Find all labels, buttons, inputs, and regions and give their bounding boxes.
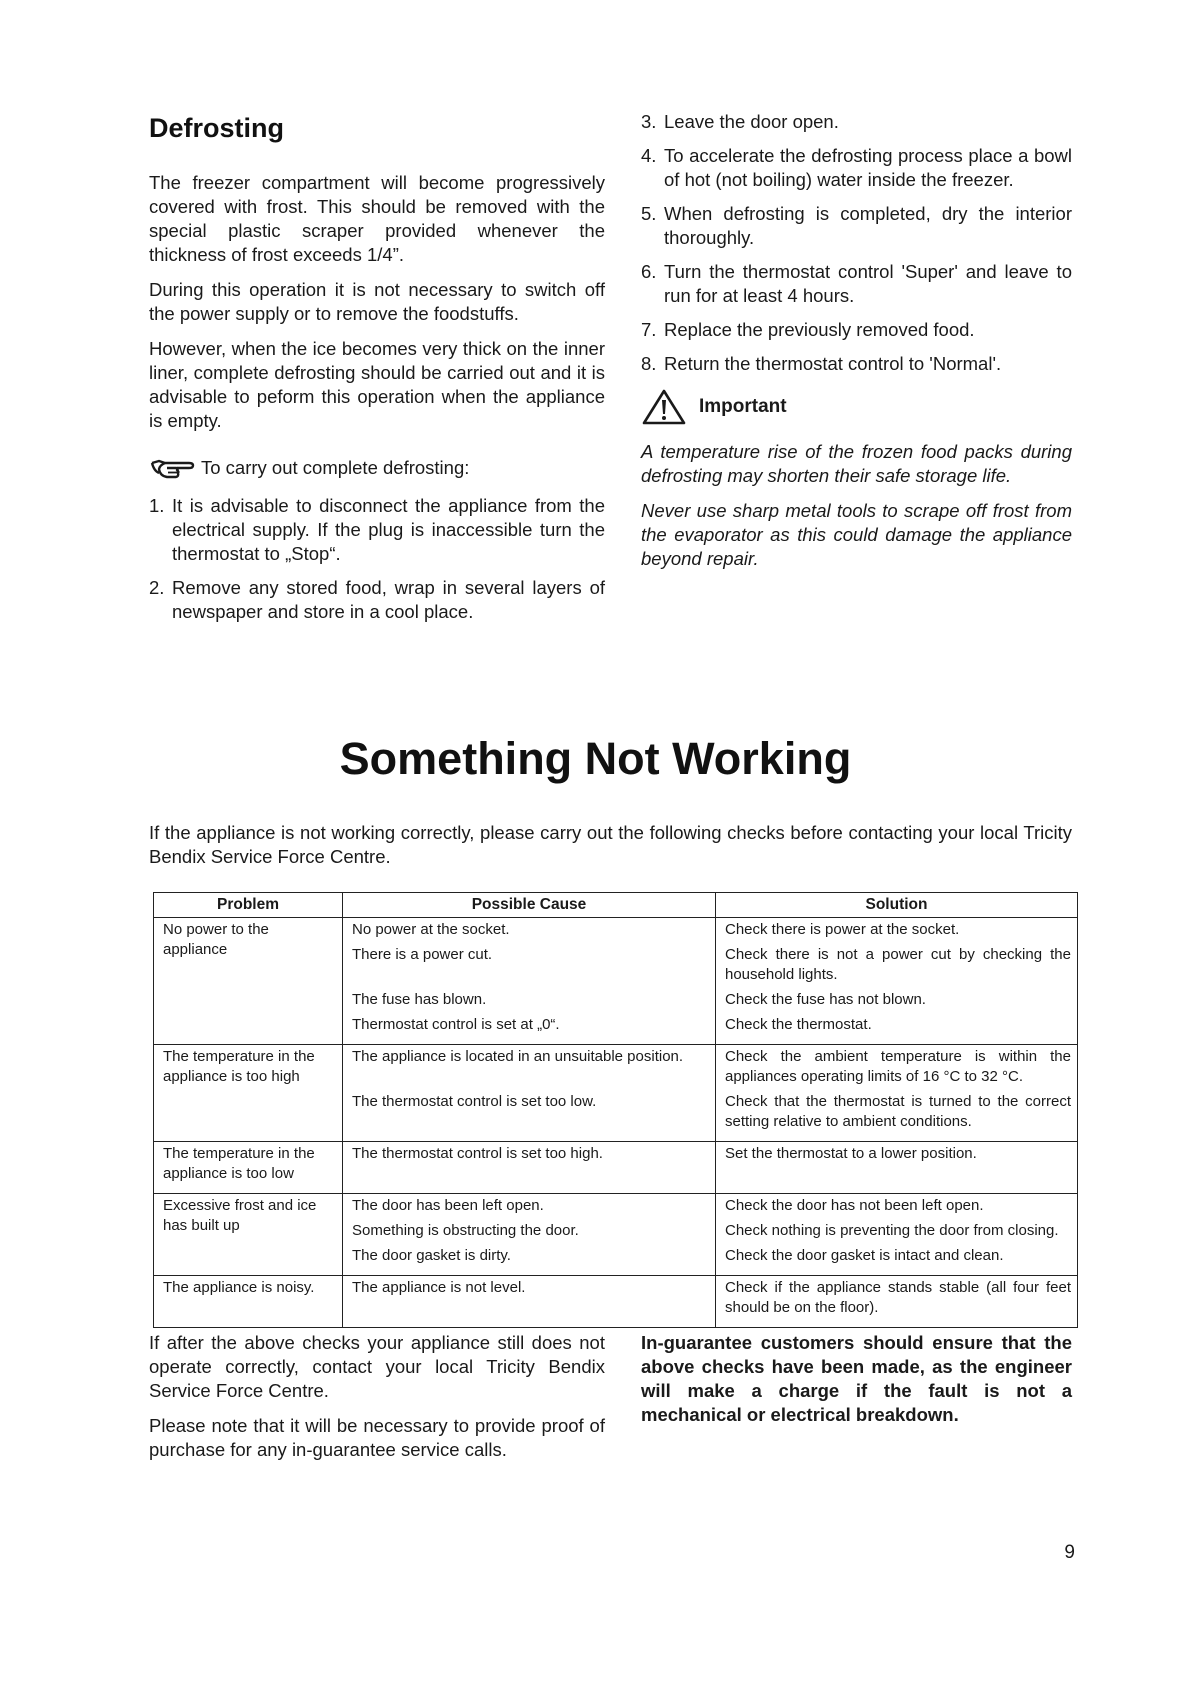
defrost-paragraph-frost: The freezer compartment will become progressively covered with frost. This should be removed with the special plastic scraper provided whenever the thickness of frost exceeds 1/4”. [149, 172, 605, 265]
after-checks-left [149, 1331, 605, 1473]
after-checks-right [641, 1331, 1072, 1427]
solution-item: Check the door gasket is intact and clean. [725, 1247, 1004, 1264]
step-number: 7. [641, 319, 657, 340]
defrost-steps-left [149, 494, 605, 624]
step-text: When defrosting is completed, dry the interior thoroughly. [664, 203, 1072, 248]
step-number: 4. [641, 145, 657, 166]
problem-cell: No power to the appliance [154, 918, 343, 1045]
solution-item: Check the ambient temperature is within the appliances operating limits of 16 °C to 32 °C. [725, 1048, 1071, 1085]
page-number: 9 [1064, 1542, 1075, 1563]
defrost-paragraph-ice: However, when the ice becomes very thick on the inner liner, complete defrosting should be carried out and it is advisable to peform this operation when the appliance is empty. [149, 338, 605, 431]
solution-cell [716, 918, 1078, 1045]
solution-cell [716, 1194, 1078, 1276]
warning-temperature-rise: A temperature rise of the frozen food packs during defrosting may shorten their safe storage life. [641, 441, 1072, 486]
defrost-note-text: To carry out complete defrosting: [201, 457, 470, 478]
solution-cell [716, 1045, 1078, 1142]
step-text: Return the thermostat control to 'Normal'. [664, 353, 1002, 374]
step-text: To accelerate the defrosting process place a bowl of hot (not boiling) water inside the freezer. [664, 145, 1072, 190]
solution-item: Check the fuse has not blown. [725, 991, 926, 1008]
step-text: Remove any stored food, wrap in several layers of newspaper and store in a cool place. [172, 577, 605, 622]
warning-triangle-icon [641, 388, 687, 426]
defrost-paragraph-power: During this operation it is not necessary to switch off the power supply or to remove the foodstuffs. [149, 279, 605, 324]
warning-sharp-tools: Never use sharp metal tools to scrape off frost from the evaporator as this could damage the appliance beyond repair. [641, 500, 1072, 569]
header-possible-cause: Possible Cause [343, 893, 716, 918]
problem-cell: The temperature in the appliance is too high [154, 1045, 343, 1142]
defrost-step [149, 494, 605, 566]
troubleshooting-intro: If the appliance is not working correctly, please carry out the following checks before contacting your local Tricity Bendix Service Force Centre. [149, 822, 1072, 867]
table-row [154, 1045, 1078, 1142]
defrost-step [641, 260, 1072, 308]
important-label: Important [699, 396, 787, 417]
defrost-step [641, 144, 1072, 192]
cause-item: There is a power cut. [352, 946, 493, 963]
defrosting-heading: Defrosting [149, 113, 284, 143]
step-text: It is advisable to disconnect the appliance from the electrical supply. If the plug is inaccessible turn the thermostat to „Stop“. [172, 495, 605, 564]
step-number: 1. [149, 495, 165, 516]
table-row [154, 1142, 1078, 1194]
step-text: Replace the previously removed food. [664, 319, 975, 340]
cause-item: Something is obstructing the door. [352, 1222, 579, 1239]
pointing-hand-icon [149, 456, 195, 480]
solution-item: Check the thermostat. [725, 1016, 872, 1033]
solution-item: Check there is not a power cut by checking the household lights. [725, 946, 1071, 983]
problem-cell: The temperature in the appliance is too low [154, 1142, 343, 1194]
problem-cell: The appliance is noisy. [154, 1276, 343, 1328]
defrost-step [149, 576, 605, 624]
step-number: 8. [641, 353, 657, 374]
after-checks-contact: If after the above checks your appliance still does not operate correctly, contact your local Tricity Bendix Service Force Centre. [149, 1332, 605, 1401]
defrost-steps-right [641, 110, 1072, 376]
solution-item: Check that the thermostat is turned to the correct setting relative to ambient conditions. [725, 1093, 1071, 1130]
defrost-step [641, 110, 1072, 134]
table-row [154, 1276, 1078, 1328]
solution-item: Check if the appliance stands stable (all four feet should be on the floor). [725, 1279, 1071, 1316]
troubleshooting-heading: Something Not Working [339, 733, 852, 784]
step-text: Leave the door open. [664, 111, 839, 132]
after-checks-proof: Please note that it will be necessary to provide proof of purchase for any in-guarantee service calls. [149, 1415, 605, 1460]
cause-cell [343, 1194, 716, 1276]
cause-item: No power at the socket. [352, 921, 510, 938]
defrosting-left-column [149, 110, 605, 634]
header-solution: Solution [716, 893, 1078, 918]
solution-item: Check there is power at the socket. [725, 921, 960, 938]
defrosting-right-column [641, 110, 1072, 582]
step-number: 5. [641, 203, 657, 224]
solution-item: Check nothing is preventing the door from closing. [725, 1222, 1059, 1239]
cause-cell [343, 1045, 716, 1142]
step-number: 3. [641, 111, 657, 132]
step-number: 2. [149, 577, 165, 598]
cause-cell [343, 918, 716, 1045]
solution-cell [716, 1276, 1078, 1328]
cause-item: The thermostat control is set too high. [352, 1145, 603, 1162]
defrost-note [149, 456, 605, 480]
cause-item: The door has been left open. [352, 1197, 544, 1214]
solution-item: Check the door has not been left open. [725, 1197, 984, 1214]
table-row [154, 1194, 1078, 1276]
cause-item: The thermostat control is set too low. [352, 1093, 597, 1110]
cause-item: The appliance is located in an unsuitable position. [352, 1048, 684, 1065]
cause-cell [343, 1276, 716, 1328]
troubleshooting-table [153, 892, 1078, 1328]
cause-cell [343, 1142, 716, 1194]
important-callout [641, 388, 1072, 426]
solution-item: Set the thermostat to a lower position. [725, 1145, 977, 1162]
guarantee-notice: In-guarantee customers should ensure that the above checks have been made, as the engineer will make a charge if the fault is not a mechanical or electrical breakdown. [641, 1332, 1072, 1425]
cause-item: The door gasket is dirty. [352, 1247, 511, 1264]
problem-cell: Excessive frost and ice has built up [154, 1194, 343, 1276]
cause-item: The fuse has blown. [352, 991, 487, 1008]
cause-item: The appliance is not level. [352, 1279, 526, 1296]
header-problem: Problem [154, 893, 343, 918]
table-header-row [154, 893, 1078, 918]
solution-cell [716, 1142, 1078, 1194]
cause-item: Thermostat control is set at „0“. [352, 1016, 560, 1033]
defrost-step [641, 352, 1072, 376]
step-text: Turn the thermostat control 'Super' and leave to run for at least 4 hours. [664, 261, 1072, 306]
step-number: 6. [641, 261, 657, 282]
defrost-step [641, 318, 1072, 342]
defrost-step [641, 202, 1072, 250]
table-row [154, 918, 1078, 1045]
